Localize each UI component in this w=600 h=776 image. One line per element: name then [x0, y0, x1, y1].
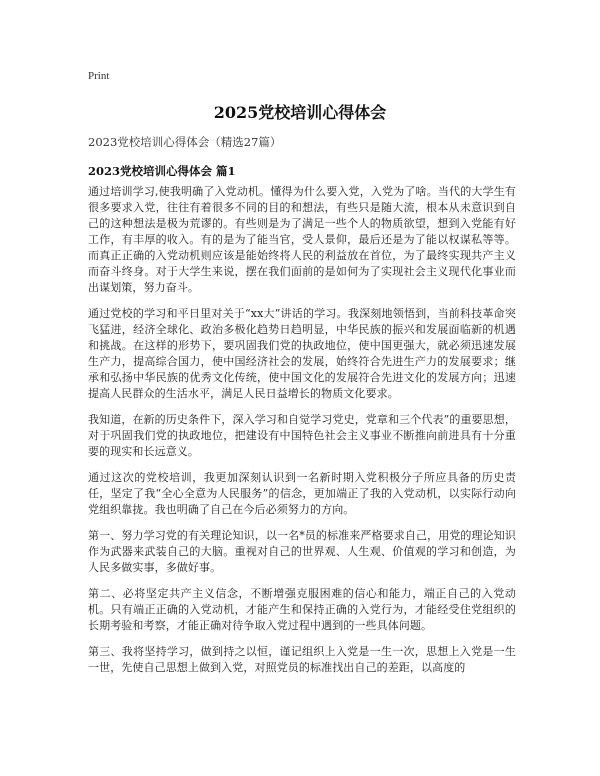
print-label[interactable]: Print — [88, 70, 110, 82]
section-heading: 2023党校培训心得体会 篇1 — [88, 164, 236, 178]
document-body — [88, 184, 516, 686]
document-subtitle: 2023党校培训心得体会（精选27篇） — [88, 135, 282, 149]
paragraph-1: 通过培训学习,使我明确了入党动机。懂得为什么要入党，入党为了啥。当代的大学生有很多要求入党，往往有着很多不同的目的和想法，有些只是随大流，根本从未意识到自己的这种想法是极为荒谬的。有些则是为了满足一些个人的物质欲望，想到入党能有好工作，有丰厚的收入。有的是为了能当官，受人景仰，最后还是为了能以权谋私等等。而真正正确的入党动机则应该是能始终将人民的利益放在首位，为了最终实现共产主义而奋斗终身。对于大学生来说，摆在我们面前的是如何为了实现社会主义现代化事业而出谋划策，努力奋斗。 — [88, 185, 516, 294]
page-title: 2025党校培训心得体会 — [213, 103, 387, 122]
paragraph-4: 通过这次的党校培训，我更加深刻认识到一名新时期入党积极分子所应具备的历史责任，坚定了我“全心全意为人民服务”的信念，更加端正了我的入党动机，以实际行动向党组织靠拢。我也明确了自己在今后必须努力的方向。 — [88, 471, 516, 516]
paragraph-6: 第二、必将坚定共产主义信念，不断增强克服困难的信心和能力，端正自己的入党动机。只有端正正确的入党动机，才能产生和保持正确的入党行为，才能经受住党组织的长期考验和考察，才能正确对待争取入党过程中遇到的一些具体问题。 — [88, 587, 516, 632]
paragraph-5: 第一、努力学习党的有关理论知识，以一名*员的标准来严格要求自己，用党的理论知识作为武器来武装自己的大脑。重视对自己的世界观、人生观、价值观的学习和创造，为人民多做实事，多做好事。 — [88, 529, 516, 574]
paragraph-2: 通过党校的学习和平日里对关于“xx大”讲话的学习。我深刻地领悟到，当前科技革命突飞猛进，经济全球化、政治多极化趋势日趋明显，中华民族的振兴和发展面临新的机遇和挑战。在这样的形势下，要巩固我们党的执政地位，使中国更强大，就必须迅速发展生产力，提高综合国力，使中国经济社会的发展，始终符合先进生产力的发展要求；继承和弘扬中华民族的优秀文化传统，使中国文化的发展符合先进文化的发展方向；迅速提高人民群众的生活水平，满足人民日益增长的物质文化要求。 — [88, 307, 516, 400]
paragraph-7: 第三、我将坚持学习，做到持之以恒，谨记组织上入党是一生一次，思想上入党是一生一世，先使自己思想上做到入党，对照党员的标准找出自己的差距，以高度的 — [88, 645, 516, 674]
paragraph-3: 我知道，在新的历史条件下，深入学习和自觉学习党史，党章和三个代表”的重要思想，对于巩固我们党的执政地位，把建设有中国特色社会主义事业不断推向前进具有十分重要的现实和长远意义。 — [88, 413, 516, 458]
